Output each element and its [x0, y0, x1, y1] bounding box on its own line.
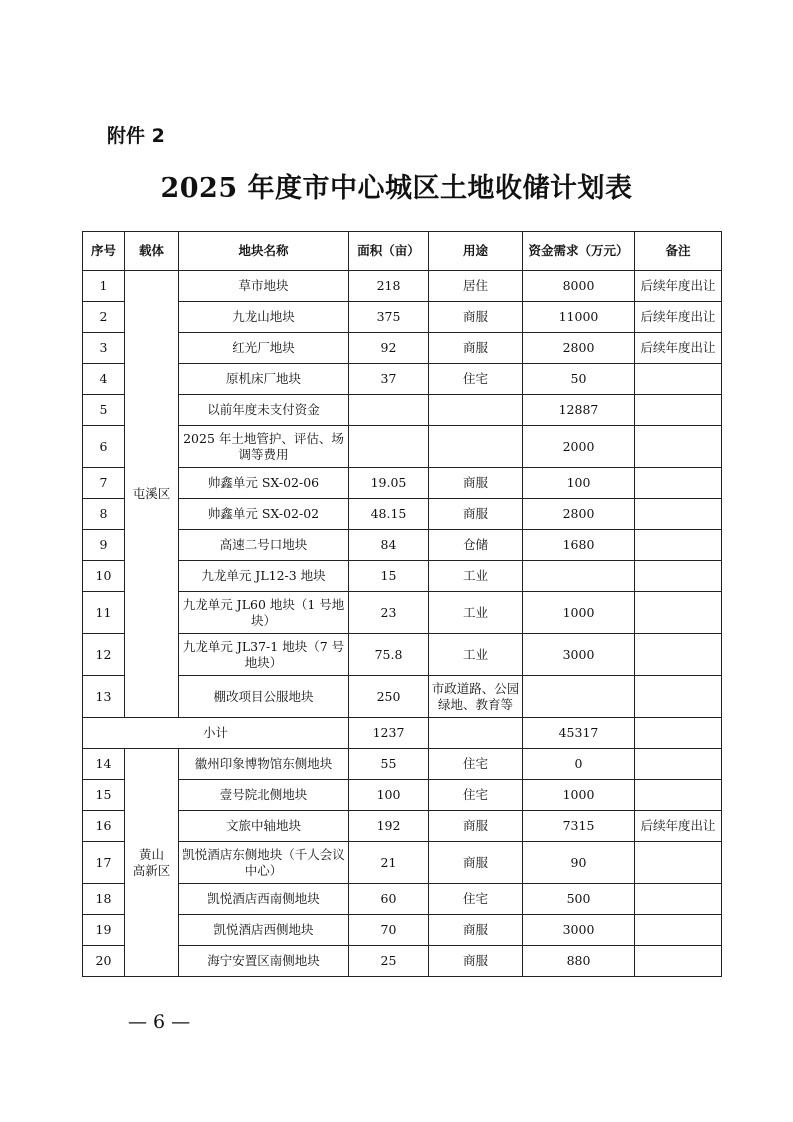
row-fund	[523, 676, 635, 718]
row-name: 帅鑫单元 SX-02-02	[179, 499, 349, 530]
header-fund: 资金需求（万元）	[523, 232, 635, 271]
page-number: — 6 —	[128, 1011, 191, 1033]
row-seq: 6	[83, 426, 125, 468]
table-row	[83, 842, 722, 884]
table-row	[83, 302, 722, 333]
row-remark	[635, 530, 722, 561]
row-name: 徽州印象博物馆东侧地块	[179, 749, 349, 780]
table-row	[83, 780, 722, 811]
header-name: 地块名称	[179, 232, 349, 271]
row-seq: 14	[83, 749, 125, 780]
row-seq: 3	[83, 333, 125, 364]
row-name: 以前年度未支付资金	[179, 395, 349, 426]
row-seq: 20	[83, 946, 125, 977]
row-use: 仓储	[429, 530, 523, 561]
attachment-label: 附件 2	[107, 125, 165, 147]
row-fund: 50	[523, 364, 635, 395]
row-area: 100	[349, 780, 429, 811]
row-name: 原机床厂地块	[179, 364, 349, 395]
table-row	[83, 811, 722, 842]
row-remark	[635, 426, 722, 468]
row-area: 55	[349, 749, 429, 780]
row-use: 住宅	[429, 884, 523, 915]
row-area: 48.15	[349, 499, 429, 530]
row-use: 住宅	[429, 364, 523, 395]
row-fund: 1000	[523, 592, 635, 634]
row-name: 九龙单元 JL12-3 地块	[179, 561, 349, 592]
row-seq: 7	[83, 468, 125, 499]
row-area: 60	[349, 884, 429, 915]
row-fund: 90	[523, 842, 635, 884]
row-fund: 7315	[523, 811, 635, 842]
row-remark	[635, 561, 722, 592]
row-name: 凯悦酒店西侧地块	[179, 915, 349, 946]
row-remark: 后续年度出让	[635, 302, 722, 333]
row-area: 15	[349, 561, 429, 592]
row-use: 工业	[429, 592, 523, 634]
row-name: 文旅中轴地块	[179, 811, 349, 842]
row-name: 2025 年土地管护、评估、场调等费用	[179, 426, 349, 468]
row-name: 棚改项目公服地块	[179, 676, 349, 718]
row-remark	[635, 395, 722, 426]
table-header-row	[83, 232, 722, 271]
row-fund: 2000	[523, 426, 635, 468]
table-row	[83, 468, 722, 499]
row-fund: 2800	[523, 499, 635, 530]
row-seq: 12	[83, 634, 125, 676]
header-carrier: 载体	[125, 232, 179, 271]
row-use	[429, 395, 523, 426]
row-fund: 500	[523, 884, 635, 915]
row-name: 九龙山地块	[179, 302, 349, 333]
row-fund: 8000	[523, 271, 635, 302]
row-use: 商服	[429, 468, 523, 499]
table-row	[83, 634, 722, 676]
row-name: 帅鑫单元 SX-02-06	[179, 468, 349, 499]
table-row	[83, 364, 722, 395]
row-seq: 8	[83, 499, 125, 530]
row-use	[429, 426, 523, 468]
table-row	[83, 946, 722, 977]
subtotal-label: 小计	[83, 718, 349, 749]
row-area	[349, 426, 429, 468]
header-seq: 序号	[83, 232, 125, 271]
carrier-tunxi: 屯溪区	[125, 271, 179, 718]
row-fund: 0	[523, 749, 635, 780]
row-area: 192	[349, 811, 429, 842]
row-name: 红光厂地块	[179, 333, 349, 364]
row-name: 壹号院北侧地块	[179, 780, 349, 811]
row-name: 九龙单元 JL37-1 地块（7 号地块）	[179, 634, 349, 676]
subtotal-use	[429, 718, 523, 749]
row-seq: 11	[83, 592, 125, 634]
row-remark: 后续年度出让	[635, 333, 722, 364]
row-remark	[635, 749, 722, 780]
table-row	[83, 395, 722, 426]
row-seq: 2	[83, 302, 125, 333]
table-row	[83, 499, 722, 530]
row-seq: 5	[83, 395, 125, 426]
row-use: 商服	[429, 915, 523, 946]
row-area: 23	[349, 592, 429, 634]
row-remark	[635, 884, 722, 915]
row-fund: 100	[523, 468, 635, 499]
row-area: 92	[349, 333, 429, 364]
row-remark	[635, 364, 722, 395]
row-seq: 10	[83, 561, 125, 592]
table-row	[83, 749, 722, 780]
row-remark	[635, 842, 722, 884]
row-use: 商服	[429, 946, 523, 977]
row-seq: 18	[83, 884, 125, 915]
row-name: 凯悦酒店西南侧地块	[179, 884, 349, 915]
row-remark	[635, 946, 722, 977]
row-name: 海宁安置区南侧地块	[179, 946, 349, 977]
row-area: 84	[349, 530, 429, 561]
row-seq: 16	[83, 811, 125, 842]
subtotal-area: 1237	[349, 718, 429, 749]
row-use: 商服	[429, 842, 523, 884]
header-remark: 备注	[635, 232, 722, 271]
table-row	[83, 333, 722, 364]
row-fund: 2800	[523, 333, 635, 364]
row-name: 草市地块	[179, 271, 349, 302]
row-seq: 19	[83, 915, 125, 946]
row-fund: 880	[523, 946, 635, 977]
row-remark	[635, 592, 722, 634]
row-area: 21	[349, 842, 429, 884]
row-fund: 1000	[523, 780, 635, 811]
row-use: 商服	[429, 302, 523, 333]
table-row	[83, 915, 722, 946]
row-fund: 3000	[523, 915, 635, 946]
row-fund: 12887	[523, 395, 635, 426]
row-use: 商服	[429, 333, 523, 364]
row-area: 218	[349, 271, 429, 302]
row-area: 19.05	[349, 468, 429, 499]
row-remark	[635, 780, 722, 811]
table-row	[83, 426, 722, 468]
row-seq: 4	[83, 364, 125, 395]
row-use: 商服	[429, 499, 523, 530]
row-seq: 17	[83, 842, 125, 884]
row-area: 250	[349, 676, 429, 718]
row-remark	[635, 468, 722, 499]
carrier-gaoxin: 黄山 高新区	[125, 749, 179, 977]
row-use: 市政道路、公园绿地、教育等	[429, 676, 523, 718]
header-area: 面积（亩）	[349, 232, 429, 271]
row-remark: 后续年度出让	[635, 811, 722, 842]
row-remark	[635, 915, 722, 946]
row-seq: 13	[83, 676, 125, 718]
table-row	[83, 561, 722, 592]
row-remark	[635, 676, 722, 718]
row-remark	[635, 499, 722, 530]
row-use: 住宅	[429, 749, 523, 780]
row-use: 工业	[429, 634, 523, 676]
subtotal-fund: 45317	[523, 718, 635, 749]
table-row	[83, 676, 722, 718]
row-use: 商服	[429, 811, 523, 842]
row-area: 37	[349, 364, 429, 395]
table-row	[83, 530, 722, 561]
row-fund: 1680	[523, 530, 635, 561]
row-seq: 9	[83, 530, 125, 561]
table-row	[83, 592, 722, 634]
row-use: 住宅	[429, 780, 523, 811]
row-name: 凯悦酒店东侧地块（千人会议中心）	[179, 842, 349, 884]
row-area: 70	[349, 915, 429, 946]
land-reserve-table	[82, 231, 722, 977]
row-fund: 3000	[523, 634, 635, 676]
page-title: 2025 年度市中心城区土地收储计划表	[160, 173, 633, 204]
row-area: 75.8	[349, 634, 429, 676]
row-seq: 1	[83, 271, 125, 302]
row-area	[349, 395, 429, 426]
row-area: 25	[349, 946, 429, 977]
row-remark	[635, 634, 722, 676]
subtotal-remark	[635, 718, 722, 749]
row-fund	[523, 561, 635, 592]
row-area: 375	[349, 302, 429, 333]
subtotal-row	[83, 718, 722, 749]
row-remark: 后续年度出让	[635, 271, 722, 302]
row-name: 九龙单元 JL60 地块（1 号地块）	[179, 592, 349, 634]
table-row	[83, 884, 722, 915]
header-use: 用途	[429, 232, 523, 271]
row-fund: 11000	[523, 302, 635, 333]
row-use: 居住	[429, 271, 523, 302]
row-name: 高速二号口地块	[179, 530, 349, 561]
row-seq: 15	[83, 780, 125, 811]
table-row	[83, 271, 722, 302]
row-use: 工业	[429, 561, 523, 592]
